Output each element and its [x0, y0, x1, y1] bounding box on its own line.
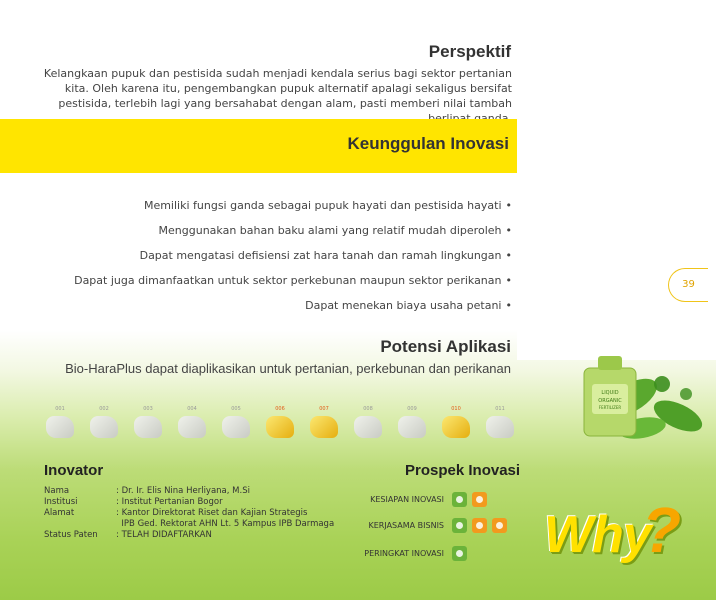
page-number: 39	[668, 268, 708, 302]
sector-icon-number: 008	[363, 406, 373, 412]
magnifier-icon	[266, 416, 294, 438]
field-icon	[310, 416, 338, 438]
sector-icon-number: 004	[187, 406, 197, 412]
inovator-row	[44, 519, 354, 530]
tap-icon	[486, 416, 514, 438]
inovator-key: Nama	[44, 486, 70, 496]
list-item-text: Dapat menekan biaya usaha petani	[305, 299, 502, 312]
plant-icon	[354, 416, 382, 438]
inovator-value: IPB Ged. Rektorat AHN Lt. 5 Kampus IPB Darmaga	[116, 519, 335, 529]
fish-icon	[90, 416, 118, 438]
potensi-text: Bio-HaraPlus dapat diaplikasikan untuk pertanian, perkebunan dan perikanan	[65, 361, 511, 376]
sector-icon-number: 009	[407, 406, 417, 412]
why-word: Why	[544, 506, 651, 564]
bullet-icon: •	[505, 299, 512, 312]
prospek-row-kerjasama	[356, 518, 512, 533]
inovator-key: Alamat	[44, 508, 75, 518]
keunggulan-title: Keunggulan Inovasi	[347, 134, 509, 153]
sector-icon-cell	[172, 406, 212, 446]
money-bag-icon	[452, 518, 467, 533]
sector-icon-row	[40, 406, 520, 446]
sector-icon-cell	[40, 406, 80, 446]
bullet-icon: •	[505, 199, 512, 212]
sector-icon-number: 006	[275, 406, 285, 412]
sector-icon-cell	[392, 406, 432, 446]
sector-icon-cell	[260, 406, 300, 446]
inovator-row	[44, 508, 354, 519]
bullet-icon: •	[505, 274, 512, 287]
inovator-value: : Institut Pertanian Bogor	[116, 497, 223, 507]
sector-icon-number: 005	[231, 406, 241, 412]
sector-icon-cell	[216, 406, 256, 446]
inovator-key: Status Paten	[44, 530, 98, 540]
keunggulan-list	[40, 197, 512, 322]
why-logo	[544, 494, 704, 585]
list-item-text: Menggunakan bahan baku alami yang relatif mudah diperoleh	[158, 224, 502, 237]
money-bag-icon	[472, 518, 487, 533]
bullet-icon: •	[505, 224, 512, 237]
prospek-label: KESIAPAN INOVASI	[370, 495, 444, 504]
helmet-icon	[442, 416, 470, 438]
sector-icon-cell	[348, 406, 388, 446]
list-item	[40, 197, 512, 222]
inovator-row	[44, 486, 354, 497]
inovator-row	[44, 497, 354, 508]
inovator-key: Institusi	[44, 497, 78, 507]
prospek-row-kesiapan	[356, 492, 492, 507]
list-item	[40, 247, 512, 272]
syringe-icon	[178, 416, 206, 438]
list-item-text: Memiliki fungsi ganda sebagai pupuk hayati dan pestisida hayati	[143, 199, 502, 212]
thumb-up-icon	[452, 546, 467, 561]
keunggulan-banner	[0, 119, 517, 173]
list-item	[40, 297, 512, 322]
prospek-label: PERINGKAT INOVASI	[364, 549, 444, 558]
sector-icon-cell	[128, 406, 168, 446]
question-mark-icon: ?	[642, 494, 682, 566]
gear-icon	[452, 492, 467, 507]
lab-icon	[222, 416, 250, 438]
inovator-row	[44, 530, 354, 541]
inovator-title: Inovator	[44, 462, 104, 479]
prospek-label: KERJASAMA BISNIS	[368, 521, 444, 530]
product-illustration	[570, 346, 710, 446]
prospek-title: Prospek Inovasi	[405, 462, 521, 479]
bullet-icon: •	[505, 249, 512, 262]
sector-icon-number: 010	[451, 406, 461, 412]
sector-icon-cell	[480, 406, 520, 446]
sector-icon-number: 002	[99, 406, 109, 412]
sector-icon-cell	[304, 406, 344, 446]
rice-icon	[46, 416, 74, 438]
hands-icon	[398, 416, 426, 438]
list-item-text: Dapat mengatasi defisiensi zat hara tanah dan ramah lingkungan	[139, 249, 502, 262]
sector-icon-number: 007	[319, 406, 329, 412]
product-label-2: ORGANIC	[598, 398, 622, 404]
right-margin	[517, 0, 716, 360]
inovator-value: : Kantor Direktorat Riset dan Kajian Strategis	[116, 508, 308, 518]
sector-icon-cell	[436, 406, 476, 446]
inovator-value: : TELAH DIDAFTARKAN	[116, 530, 212, 540]
list-item	[40, 222, 512, 247]
perspektif-text: Kelangkaan pupuk dan pestisida sudah menjadi kendala serius bagi sektor pertanian kita. Oleh karena itu, pengembangkan pupuk alternatif apalagi sekaligus bersifat pestisida, terlebih lagi yang bersahabat dengan alam, pasti memberi nilai tambah	[43, 67, 512, 110]
factory-icon	[134, 416, 162, 438]
sector-icon-number: 003	[143, 406, 153, 412]
perspektif-title: Perspektif	[428, 42, 511, 61]
sector-icon-number: 011	[495, 406, 505, 412]
list-item	[40, 272, 512, 297]
product-label-1: LIQUID	[601, 390, 619, 396]
inovator-value: : Dr. Ir. Elis Nina Herliyana, M.Si	[116, 486, 250, 496]
potensi-title: Potensi Aplikasi	[380, 337, 511, 356]
inovator-table	[44, 486, 354, 541]
inovator-key	[44, 519, 116, 530]
product-label-3: FERTILIZER	[598, 405, 622, 410]
sun-icon	[472, 492, 487, 507]
money-bag-icon	[492, 518, 507, 533]
list-item-text: Dapat juga dimanfaatkan untuk sektor perkebunan maupun sektor perikanan	[74, 274, 502, 287]
sector-icon-cell	[84, 406, 124, 446]
prospek-row-peringkat	[356, 546, 472, 561]
sector-icon-number: 001	[55, 406, 65, 412]
